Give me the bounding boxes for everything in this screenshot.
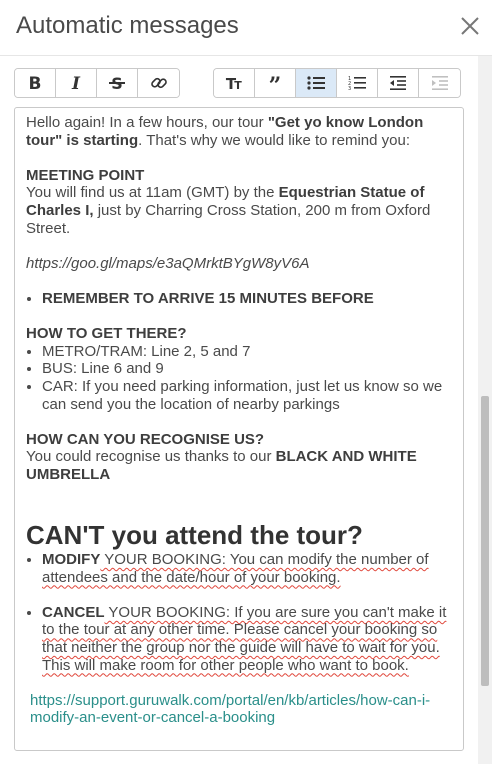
- quote-icon: [265, 74, 285, 92]
- support-link[interactable]: https://support.guruwalk.com/portal/en/kb/articles/how-can-i-modify-an-event-or-cancel-a-booking: [30, 691, 431, 727]
- transport-list: [26, 343, 451, 413]
- meeting-point-heading: MEETING POINT: [26, 166, 145, 184]
- italic-button[interactable]: [56, 69, 97, 97]
- list-item: • METRO/TRAM: Line 2, 5 and 7: [42, 343, 451, 361]
- heading-button[interactable]: [214, 69, 255, 97]
- svg-text:T: T: [234, 79, 242, 92]
- meeting-point-text: You will find us at 11am (GMT) by the Equestrian Statue of Charles I, just by Charring Cross Station, 200 m from Oxford Street.: [26, 184, 431, 237]
- list-item: • CAR: If you need parking information, just let us know so we can send you the location of nearby parkings: [42, 378, 451, 413]
- svg-text:T: T: [225, 75, 237, 92]
- inline-format-group: [14, 68, 180, 98]
- svg-text:3: 3: [348, 86, 352, 92]
- svg-text:S: S: [111, 74, 123, 92]
- list-item: • BUS: Line 6 and 9: [42, 360, 451, 378]
- dialog-title: Automatic messages: [16, 12, 239, 39]
- close-icon[interactable]: [458, 14, 482, 38]
- svg-text:1: 1: [348, 76, 352, 82]
- svg-text:”: ”: [268, 74, 282, 92]
- recognise-text: You could recognise us thanks to our BLACK AND WHITE UMBRELLA: [26, 448, 417, 483]
- quote-button[interactable]: [255, 69, 296, 97]
- editor-content[interactable]: [15, 108, 463, 727]
- bulleted-list-icon: [306, 74, 326, 92]
- numbered-list-button[interactable]: [337, 69, 378, 97]
- svg-text:I: I: [72, 74, 80, 92]
- intro-paragraph: Hello again! In a few hours, our tour "Get yo know London tour" is starting. That's why we would like to remind you:: [26, 114, 424, 149]
- recognise-heading: HOW CAN YOU RECOGNISE US?: [26, 430, 265, 448]
- outdent-icon: [388, 74, 408, 92]
- svg-text:B: B: [28, 74, 42, 92]
- map-link: https://goo.gl/maps/e3aQMrktBYgW8yV6A: [26, 254, 310, 272]
- dialog-header: [0, 0, 492, 56]
- indent-button[interactable]: [419, 69, 460, 97]
- bulleted-list-button[interactable]: [296, 69, 337, 97]
- indent-icon: [430, 74, 450, 92]
- reminder-item: • REMEMBER TO ARRIVE 15 MINUTES BEFORE: [42, 290, 451, 308]
- support-link-paragraph: [26, 692, 451, 727]
- link-icon: [149, 74, 169, 92]
- bold-button[interactable]: [15, 69, 56, 97]
- list-item: • MODIFY YOUR BOOKING: You can modify the number of attendees and the date/hour of your booking.: [42, 551, 451, 586]
- list-item: • CANCEL YOUR BOOKING: If you are sure you can't make it to the tour at any other time. Please cancel your booking so that neither the group nor the guide will have to wait for you. This will make room for other people who want to book.: [42, 604, 451, 674]
- scrollbar[interactable]: [478, 56, 492, 764]
- outdent-button[interactable]: [378, 69, 419, 97]
- heading-icon: [224, 74, 244, 92]
- strikethrough-button[interactable]: [97, 69, 138, 97]
- booking-options-list: [26, 551, 451, 674]
- cant-attend-heading: CAN'T you attend the tour?: [26, 520, 363, 551]
- strikethrough-icon: [107, 74, 127, 92]
- how-to-get-heading: HOW TO GET THERE?: [26, 325, 187, 343]
- scrollbar-thumb[interactable]: [481, 396, 489, 686]
- message-editor[interactable]: [14, 107, 464, 751]
- block-format-group: [213, 68, 461, 98]
- italic-icon: [66, 74, 86, 92]
- link-button[interactable]: [138, 69, 179, 97]
- reminder-list: [26, 290, 451, 308]
- svg-text:2: 2: [348, 81, 352, 87]
- numbered-list-icon: [347, 74, 367, 92]
- bold-icon: [25, 74, 45, 92]
